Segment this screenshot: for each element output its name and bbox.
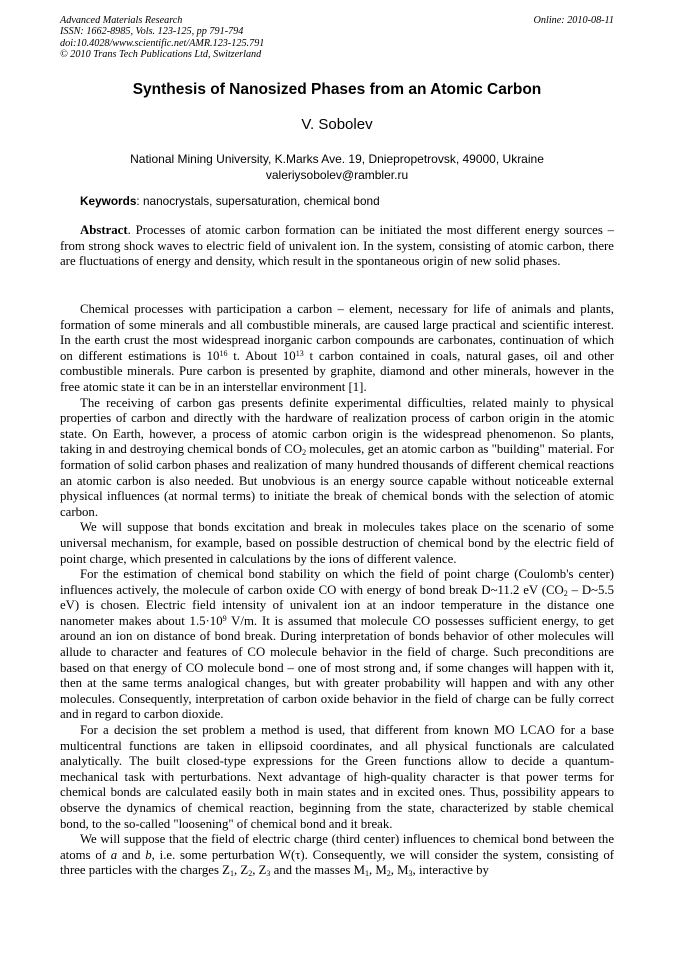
paragraph: The receiving of carbon gas presents definite experimental difficulties, related mainly to physical properties of carbon and directly with the hardware of realization process of carbon origin in the atomic state. On Earth, however, a process of atomic carbon origin is the widespread phenomenon. So plants, taking in and destroying chemical bonds of $CO_2$ molecules, get an atomic carbon as "building" material. For formation of solid carbon phases and realization of many hundred thousands of different chemical reactions an atomic carbon is also needed. But unobvious is an energy source capable without noticeable external physical influences (at normal terms) to initiate the break of chemical bonds with the selection of atomic carbon. <box>60 395 615 519</box>
keywords-label: Keywords <box>80 194 137 208</box>
journal-copyright: © 2010 Trans Tech Publications Ltd, Switzerland <box>60 49 262 61</box>
keywords <box>80 194 614 208</box>
abstract-label: Abstract <box>80 223 128 237</box>
paragraph: For the estimation of chemical bond stability on which the field of point charge (Coulomb's center) influences actively, the molecule of carbon oxide CO with energy of bond break D~11.2 eV ($CO_2$ – D~5.5 eV) is chosen. Electric field intensity of univalent ion at an indoor temperature in the distance one nanometer makes about $1.5\cdot 10^9$ V/m. It is assumed that molecule CO possesses sufficient energy, to get around an ion on distance of bond break. During interpretation of bonds behavior of other molecules will allude to character and features of CO molecule behavior in the field of charge. Such preconditions are based on that energy of CO molecule bond – one of most strong and, if some changes will happen with it, then at the same terms analogical changes, but with greater probability will happen and with any other molecules. Consequently, interpretation of carbon oxide behavior in the field of charge can be fully correct and in regard to carbon dioxide. <box>60 567 615 722</box>
online-date: Online: 2010-08-11 <box>533 15 614 26</box>
paragraph: We will suppose that the field of electric charge (third center) influences to chemical bond between the atoms of a and b, i.e. some perturbation W(τ). Consequently, we will consider the system, consisting of three particles with the charges $Z_1$, $Z_2$, $Z_3$ and the masses $M_1$, $M_2$, $M_3$, interactive by <box>60 832 614 879</box>
abstract <box>60 223 614 270</box>
affiliation: National Mining University, K.Marks Ave. 19, Dniepropetrovsk, 49000, Ukraine <box>130 152 544 166</box>
abstract-text: . Processes of atomic carbon formation can be initiated the most different energy sources – from strong shock waves to electric field of univalent ion. In the system, consisting of atomic carbon, there are fluctuations of energy and density, which result in the spontaneous origin of new solid phases. <box>60 223 614 269</box>
paper-author: V. Sobolev <box>301 116 373 133</box>
affiliation-block <box>60 151 614 183</box>
paragraph: For a decision the set problem a method is used, that different from known MO LCAO for a base multicentral functions are taken in ellipsoid coordinates, and all physical functionals are calculated analytically. The built closed-type expressions for the Green functions allow to decide a quantum-mechanical task with perturbations. Next advantage of high-quality character is that power terms for chemical bonds are calculated easily both in main states and in excited ones. Thus, possibility appears to observe the dynamics of chemical reaction, beginning from the state, characterized by stable chemical bond, to the so-called "loosening" of chemical bond and it break. <box>60 723 614 831</box>
journal-issn: ISSN: 1662-8985, Vols. 123-125, pp 791-794 <box>60 26 244 38</box>
journal-header <box>60 15 264 61</box>
paragraph: Chemical processes with participation a carbon – element, necessary for life of animals and plants, formation of some minerals and all combustible minerals, are caused large practical and scientific interest. In the earth crust the most widespread inorganic carbon compounds are carbonates, continuation of which on different estimations is $10^{16}$ t. About $10^{13}$ t carbon contained in coals, natural gases, oil and other combustible minerals. Pure carbon is presented by graphite, diamond and other minerals, however in the free atomic state it can be in an interstellar environment [1]. <box>60 302 615 394</box>
journal-doi: doi:10.4028/www.scientific.net/AMR.123-125.791 <box>60 37 265 49</box>
paper-title: Synthesis of Nanosized Phases from an Atomic Carbon <box>132 81 542 98</box>
author-email: valeriysobolev@rambler.ru <box>265 168 409 182</box>
keywords-text: : nanocrystals, supersaturation, chemical bond <box>136 194 380 208</box>
body-text <box>60 302 614 879</box>
journal-name: Advanced Materials Research <box>60 15 183 26</box>
paragraph: We will suppose that bonds excitation and break in molecules takes place on the scenario of some universal mechanism, for example, based on possible destruction of chemical bond by the electric field of point charge, which presented in calculations by the ions of different valence. <box>60 520 614 566</box>
